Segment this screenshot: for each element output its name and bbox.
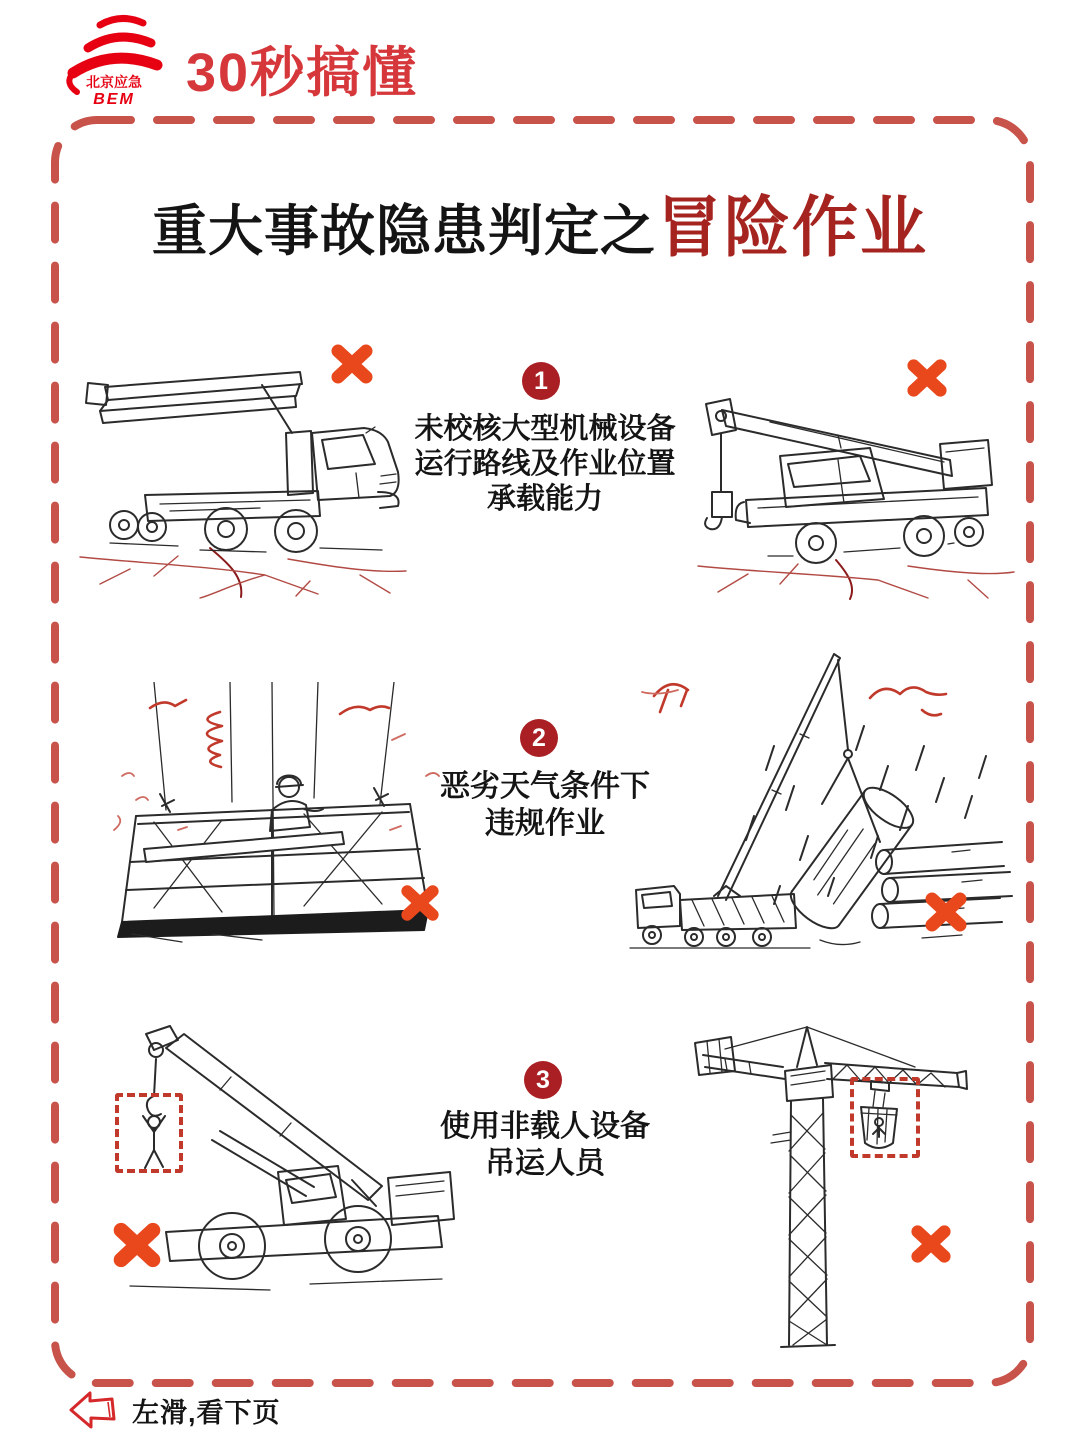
section-2-number-badge xyxy=(520,719,558,757)
poster-title-black: 重大事故隐患判定之 xyxy=(151,200,656,262)
section-3-line-1: 使用非载人设备 xyxy=(440,1110,650,1143)
section-1-number-badge xyxy=(522,362,560,400)
x-mark-icon xyxy=(330,344,374,384)
swipe-hint-text[interactable]: 左滑,看下页 xyxy=(132,1397,281,1428)
swipe-left-arrow-icon[interactable] xyxy=(66,1388,118,1432)
x-mark-icon xyxy=(400,884,440,922)
hazard-focus-box xyxy=(850,1077,920,1158)
section-1-line-2: 运行路线及作业位置 xyxy=(414,448,676,480)
x-mark-icon xyxy=(910,1223,952,1265)
logo-org-name-en: BEM xyxy=(93,91,135,108)
x-mark-icon xyxy=(924,891,968,933)
section-3-line-2: 吊运人员 xyxy=(485,1147,605,1180)
x-mark-icon xyxy=(906,358,948,398)
section-1-text xyxy=(390,412,700,517)
section-2-text xyxy=(400,768,690,842)
hazard-focus-box xyxy=(115,1093,183,1173)
swipe-hint[interactable] xyxy=(66,1388,281,1432)
section-1-line-3: 承载能力 xyxy=(486,483,603,515)
section-3-number: 3 xyxy=(536,1065,550,1094)
logo-org-name-cn: 北京应急 xyxy=(86,74,142,90)
tower-crane-illustration xyxy=(685,1015,975,1360)
section-1-line-1: 未校核大型机械设备 xyxy=(414,413,676,445)
section-3-text xyxy=(400,1108,690,1182)
section-1-number: 1 xyxy=(534,366,548,395)
section-3-number-badge xyxy=(524,1061,562,1099)
x-mark-icon xyxy=(112,1222,162,1268)
poster-title-red: 冒险作业 xyxy=(656,190,928,264)
truck-crane-illustration xyxy=(688,352,1018,600)
bem-logo-icon xyxy=(58,10,168,110)
section-2-line-2: 违规作业 xyxy=(485,807,605,840)
series-title: 30秒搞懂 xyxy=(186,43,419,103)
poster-title xyxy=(50,174,1030,269)
section-2-line-1: 恶劣天气条件下 xyxy=(440,770,650,803)
section-2-number: 2 xyxy=(532,723,546,752)
suspended-platform-illustration xyxy=(92,682,447,957)
